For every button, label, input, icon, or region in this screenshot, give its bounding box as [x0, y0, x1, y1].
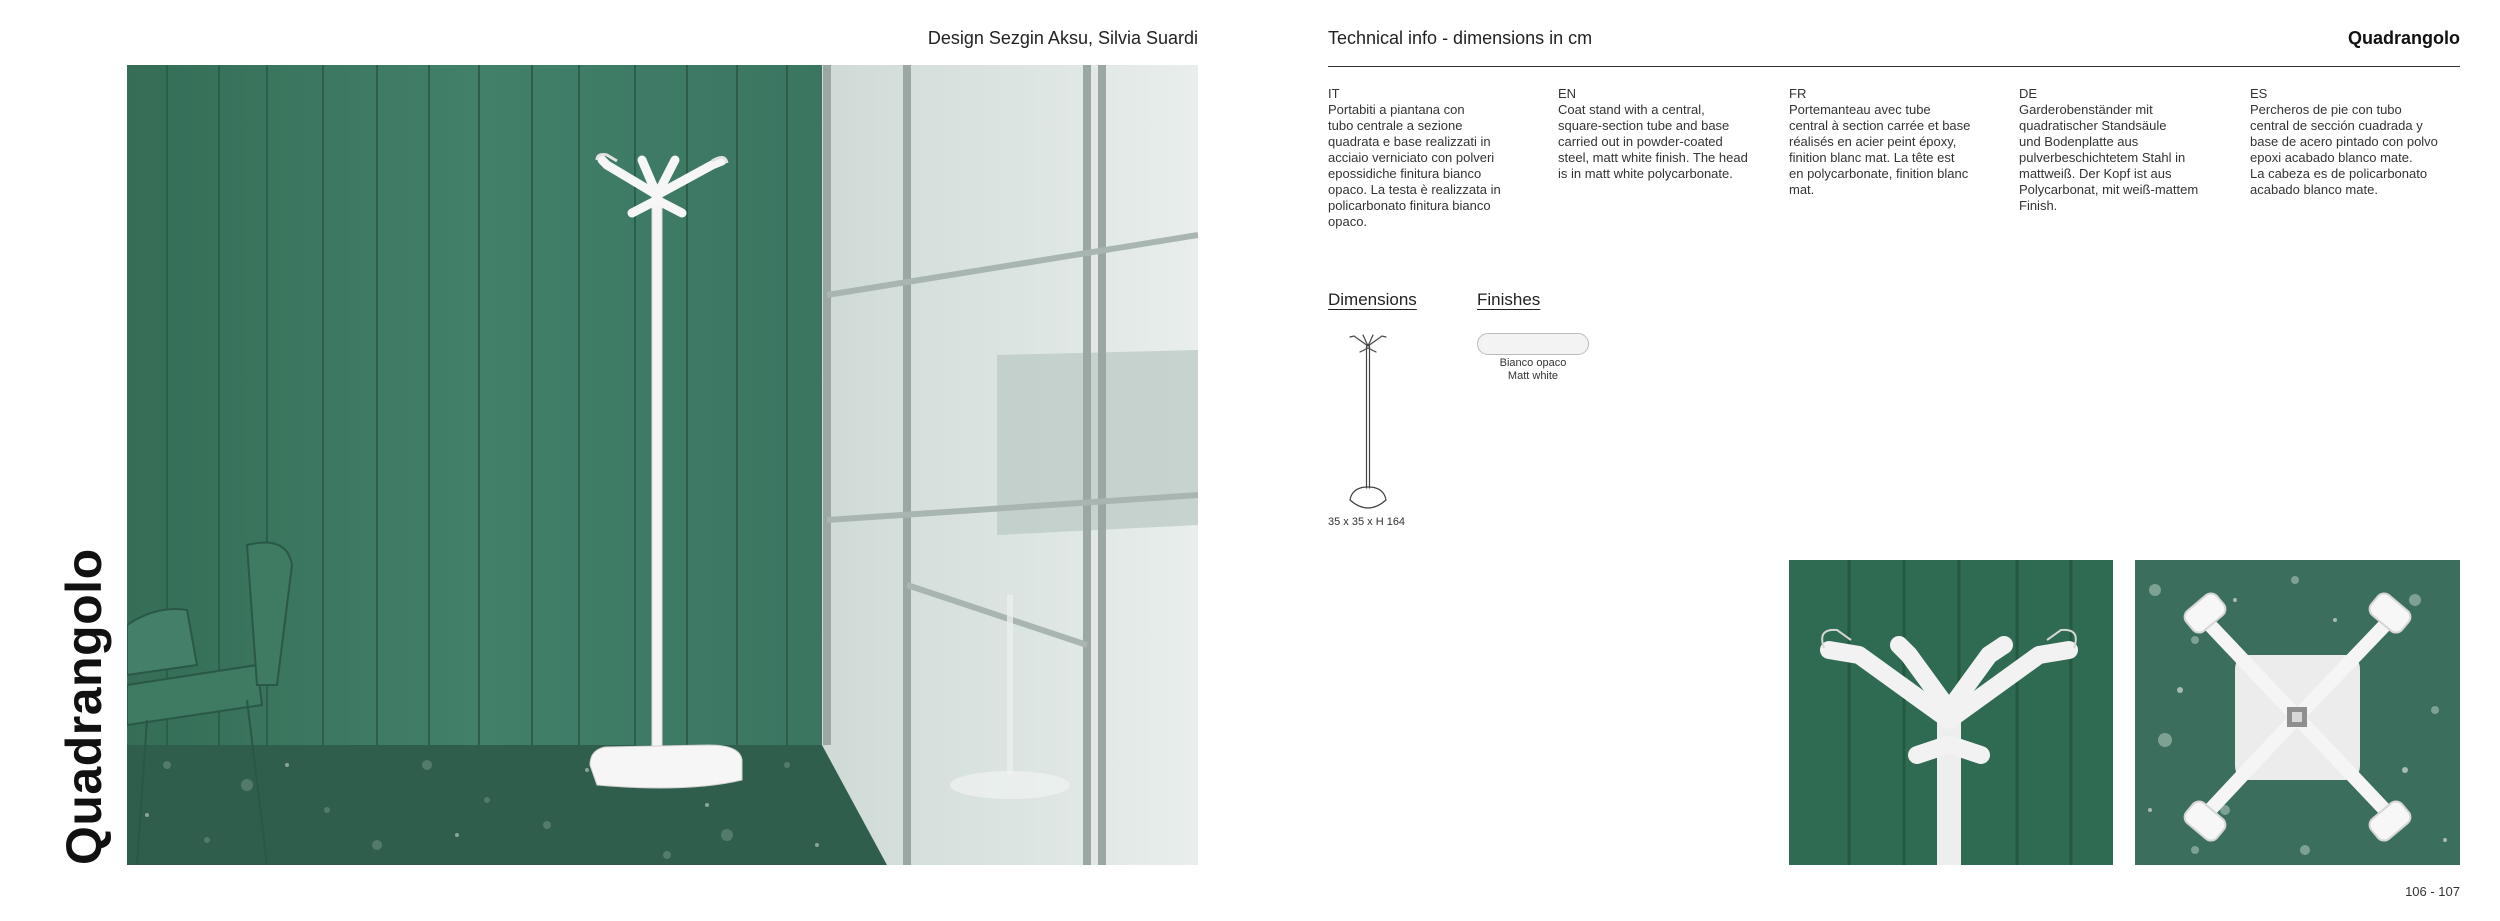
language-code: ES: [2250, 86, 2268, 101]
product-name-heading: Quadrangolo: [2348, 28, 2460, 48]
dimensions-caption: 35 x 35 x H 164: [1328, 516, 1406, 528]
finishes-title: Finishes: [1477, 290, 1541, 309]
language-code: IT: [1328, 86, 1340, 101]
description-text: Portabiti a piantana con tubo centrale a sezione quadrata e base realizzati in acciaio verniciato con polveri epossidiche finitura bianco opaco. La testa è realizzata in policarbonato finitura bianco opaco.: [1328, 102, 1501, 229]
description-text: Garderobenständer mit quadratischer Standsäule und Bodenplatte aus pulverbeschichtetem Stahl in mattweiß. Der Kopf ist aus Polycarbonat, mit weiß-mattem Finish.: [2019, 102, 2199, 213]
description-es: [2250, 86, 2470, 198]
language-code: EN: [1558, 86, 1577, 101]
finish-swatch-matt-white: [1477, 333, 1589, 355]
description-text: Portemanteau avec tube central à section carrée et base réalisés en acier peint époxy, finition blanc mat. La tête est en polycarbonate, finition blanc mat.: [1789, 102, 1971, 197]
language-code: DE: [2019, 86, 2038, 101]
detail-photo-head: [1789, 560, 2113, 865]
designer-credit: Design Sezgin Aksu, Silvia Suardi: [927, 28, 1198, 48]
technical-info-title: Technical info - dimensions in cm: [1328, 28, 1593, 48]
finish-label-it: Bianco opaco: [1499, 357, 1567, 369]
description-text: Coat stand with a central, square-section tube and base carried out in powder-coated steel, matt white finish. The head is in matt white polycarbonate.: [1558, 102, 1748, 181]
main-product-photo: [127, 65, 1198, 865]
description-text: Percheros de pie con tubo central de sección cuadrada y base de acero pintado con polvo epoxi acabado blanco mate. La cabeza es de policarbonato acabado blanco mate.: [2250, 102, 2438, 197]
language-code: FR: [1789, 86, 1807, 101]
page-number: 106 - 107: [2405, 884, 2460, 899]
finish-label: [1477, 357, 1589, 383]
description-it: [1328, 86, 1548, 230]
description-en: [1558, 86, 1778, 182]
description-de: [2019, 86, 2239, 214]
dimension-drawing: [1338, 330, 1398, 517]
detail-photo-base-top: [2135, 560, 2460, 865]
dimensions-title: Dimensions: [1328, 290, 1417, 309]
vertical-product-title: Quadrangolo: [56, 548, 112, 865]
description-fr: [1789, 86, 2009, 198]
finish-label-en: Matt white: [1507, 370, 1559, 382]
header-divider: [1328, 66, 2460, 67]
